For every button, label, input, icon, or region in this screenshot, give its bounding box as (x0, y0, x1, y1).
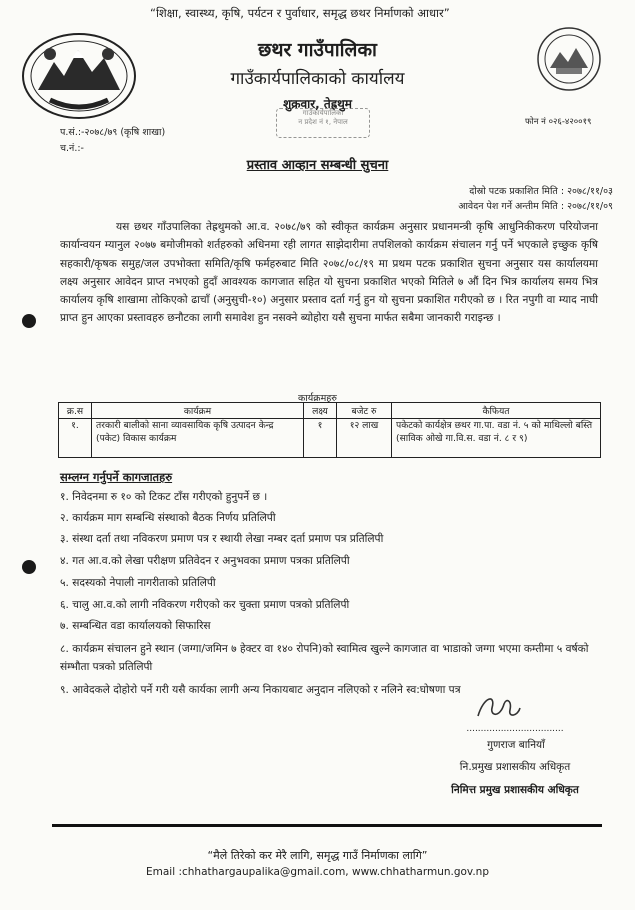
requirement-item: ५. सदस्यको नेपाली नागरीताको प्रतिलिपी (60, 577, 216, 589)
column-header: क्र.स (59, 403, 92, 419)
requirement-item: ३. संस्था दर्ता तथा नविकरण प्रमाण पत्र र स्थायी लेखा नम्बर दर्ता प्रमाण पत्र प्रतिलिपी (60, 533, 384, 545)
signature-line: .................................. (466, 724, 564, 734)
table-cell: पकेटको कार्यक्षेत्र छथर गा.पा. वडा नं. ५ को माथिल्लो बस्ति (साविक ओखे गा.वि.स. वडा नं. ८ र ९) (392, 419, 601, 458)
org-name: छथर गाउँपालिका (258, 39, 377, 61)
stamp-line: गाउँकार्यपालिका (302, 109, 344, 117)
notice-body-text: यस छथर गाँउपालिका तेह्रथुमको आ.व. २०७८/७९ को स्वीकृत कार्यक्रम अनुसार प्रधानमन्त्री कृषि आधुनिकीकरण परियोजना कार्यान्वयन म्यानुल २०७७ बमोजीमको शर्तहरुको अधिनमा रही लागत साझेदारीमा तपशिलको कार्यक्रम संचालन गर्नु पर्ने भएकाले इच्छुक कृषि सहकारी/कृषक समुह/जल उपभोक्ता समिति/कृषि फर्महरुबाट मिति २०७८/०८/१९ मा प्रथम पटक प्रकाशित सुचना अनुसार यस कार्यालयमा लक्ष्य अनुसार आवेदन प्राप्त नभएको हुदाँ आवश्यक कागजात सहित यो सुचना प्रकाशित भएको मितिले ७ औं दिन भित्र कार्यालय समय भित्र कार्यालय कृषि शाखामा तोकिएको ढाचाँ (अनुसुची-१०) अनुसार प्रस्ताव दर्ता गर्नु हुन यो सुचना प्रकाशित गरीएको छ । रित नपुगी वा म्याद नाघी प्राप्त हुन आएका प्रस्तावहरु छनौटका लागी समावेश हुन नसक्ने ब्योहोरा यसै सुचना मार्फत सबैमा जानकारी गराइन्छ । (60, 221, 598, 325)
dispatch-number: च.नं.:- (60, 143, 84, 154)
requirement-item: ६. चालु आ.व.को लागी नविकरण गरीएको कर चुक्ता प्रमाण पत्रको प्रतिलिपी (60, 599, 350, 611)
office-stamp (276, 108, 370, 138)
column-header: कार्यक्रम (92, 403, 304, 419)
binder-hole (22, 560, 36, 574)
table-header-row (59, 403, 601, 419)
requirements-title: सम्लग्न गर्नुपर्ने कागजातहरु (60, 470, 173, 484)
requirement-item: ९. आवेदकले दोहोरो पर्ने गरी यसै कार्यका लागी अन्य निकायबाट अनुदान नलिएको र नलिने स्व:घोषणा पत्र (60, 684, 461, 696)
second-publish-date: दोस्रो पटक प्रकाशित मिति : २०७८/११/०३ (469, 186, 613, 197)
signatory-position: नि.प्रमुख प्रशासकीय अधिकृत (459, 761, 571, 773)
notice-body (60, 218, 598, 328)
table-cell: १ (304, 419, 337, 458)
programs-caption: कार्यक्रमहरु (298, 393, 337, 404)
reference-number: प.सं.:-२०७८/७९ (कृषि शाखा) (60, 127, 166, 138)
table-cell: तरकारी बालीको साना व्यावसायिक कृषि उत्पादन केन्द्र (पकेट) विकास कार्यक्रम (92, 419, 304, 458)
signatory-position-stamp: निमित्त प्रमुख प्रशासकीय अधिकृत (451, 784, 579, 796)
office-place: शुक्रवार, तेह्रथुम (283, 97, 352, 111)
requirement-item: ७. सम्बन्धित वडा कार्यालयको सिफारिस (60, 620, 211, 632)
deadline-date: आवेदन पेश गर्ने अन्तीम मिति : २०७८/११/०९ (458, 201, 613, 212)
column-header: कैफियत (392, 403, 601, 419)
table-row (59, 419, 601, 458)
column-header: लक्ष्य (304, 403, 337, 419)
column-header: बजेट रु (337, 403, 392, 419)
signatory-name: गुणराज बानियाँ (487, 739, 545, 751)
motto: “शिक्षा, स्वास्थ्य, कृषि, पर्यटन र पुर्वाधार, समृद्ध छथर निर्माणको आधार” (150, 6, 450, 20)
office-name: गाउँकार्यपालिकाको कार्यालय (230, 69, 405, 89)
table-cell: १. (59, 419, 92, 458)
phone-number: फोन नं ०२६-४२००१९ (525, 117, 592, 127)
footer-slogan: “मैले तिरेको कर मेरै लागि, समृद्ध गाउँ निर्माणका लागि” (207, 849, 428, 862)
requirement-item: ८. कार्यक्रम संचालन हुने स्थान (जग्गा/जमिन ७ हेक्टर वा १४० रोपनि)को स्वामित्व खुल्ने कागजात वा भाडाको जग्गा भएमा कम्तीमा ५ वर्षको संम्भौता पत्रको प्रतिलिपी (60, 643, 589, 673)
requirement-item: ४. गत आ.व.को लेखा परीक्षण प्रतिवेदन र अनुभवका प्रमाण पत्रका प्रतिलिपी (60, 555, 350, 567)
requirement-item: १. निवेदनमा रु १० को टिकट टाँस गरीएको हुनुपर्ने छ । (60, 491, 268, 503)
binder-hole (22, 314, 36, 328)
requirement-item: २. कार्यक्रम माग सम्बन्धि संस्थाको बैठक निर्णय प्रतिलिपी (60, 512, 276, 524)
table-cell: १२ लाख (337, 419, 392, 458)
footer-contact: Email :chhathargaupalika@gmail.com, www.chhatharmun.gov.np (146, 866, 489, 878)
stamp-line: न प्रदेश नं १, नेपाल (298, 118, 348, 126)
programs-table (58, 402, 601, 458)
footer-divider (52, 824, 602, 827)
notice-title: प्रस्ताव आव्हान सम्बन्धी सुचना (246, 158, 389, 173)
handwritten-signature (470, 690, 525, 724)
